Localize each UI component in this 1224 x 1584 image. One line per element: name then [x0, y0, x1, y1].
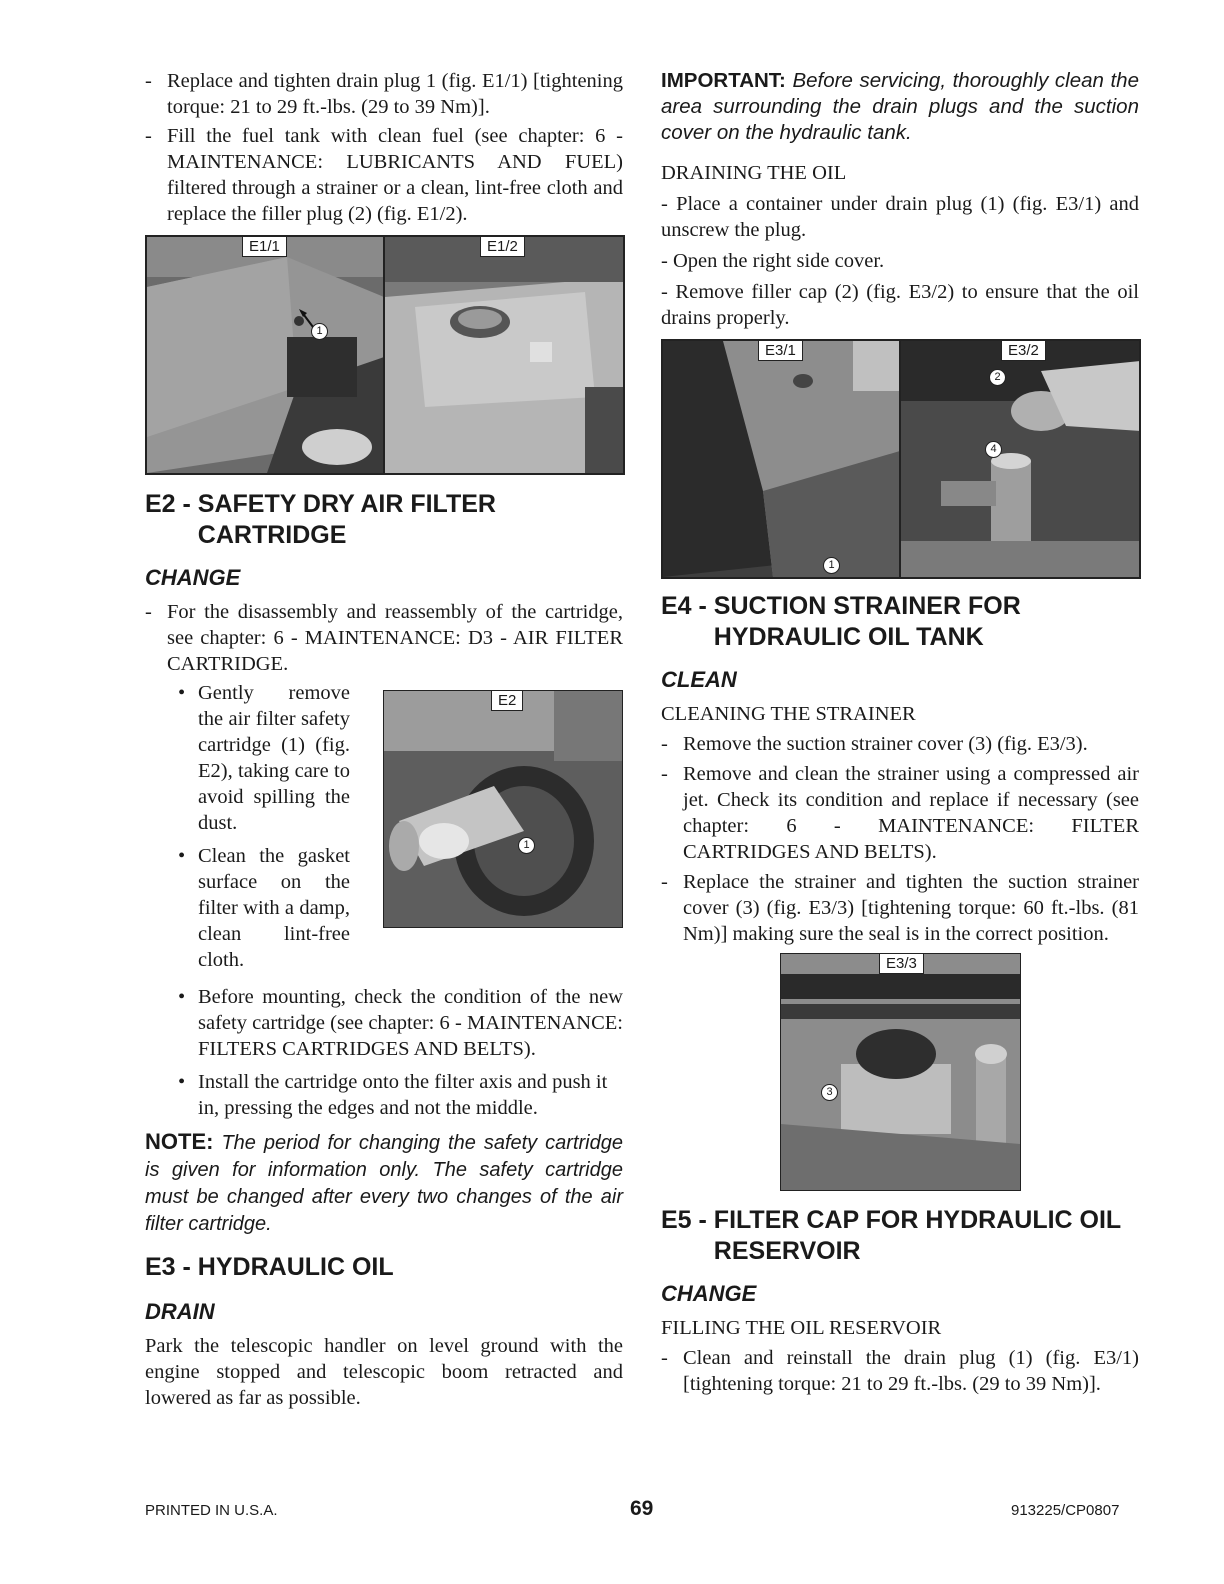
important-label: IMPORTANT: [661, 69, 786, 92]
section-heading-e4 [661, 591, 1139, 653]
list-item: - Place a container under drain plug (1) (fig. E3/1) and unscrew the plug. [661, 193, 1139, 241]
note-paragraph [145, 1128, 623, 1238]
note-text: The period for changing the safety cartridge is given for information only. The safety cartridge must be changed after every two changes of the air filter cartridge. [145, 1132, 623, 1235]
section-subhead: CHANGE [661, 1281, 757, 1306]
e2-side-block [145, 680, 623, 980]
section-number: E3 - [145, 1253, 198, 1281]
callout-number: 2 [989, 369, 1006, 386]
list-item: - Clean and reinstall the drain plug (1) (fig. E3/1) [tightening torque: 21 to 29 ft.-lbs. (29 to 39 Nm)]. [661, 1345, 1139, 1397]
callout-number: 3 [821, 1084, 838, 1101]
section-title: HYDRAULIC OIL [197, 1253, 394, 1281]
photo-fuel-tank-underside [147, 237, 384, 473]
list-item: - Replace and tighten drain plug 1 (fig. E1/1) [tightening torque: 21 to 29 ft.-lbs. (29 to 39 Nm)]. [145, 68, 623, 120]
section-subhead: DRAIN [145, 1299, 215, 1324]
list-item: - Replace the strainer and tighten the suction strainer cover (3) (fig. E3/3) [tightening torque: 60 ft.-lbs. (81 Nm)] making sure the seal is in the correct position. [661, 869, 1139, 947]
section-number: E5 - [661, 1206, 714, 1234]
body-paragraph: Park the telescopic handler on level ground with the engine stopped and telescopic boom retracted and lowered as far as possible. [145, 1335, 623, 1409]
figure-e3-2 [900, 340, 1140, 578]
list-item: - Remove and clean the strainer using a compressed air jet. Check its condition and replace if necessary (see chapter: 6 - MAINTENANCE: FILTER CARTRIDGES AND BELTS). [661, 761, 1139, 865]
figure-e3 [661, 339, 1141, 579]
bullet-item: • Clean the gasket surface on the filter with a damp, clean lint-free cloth. [176, 843, 350, 973]
section-title: SUCTION STRAINER FOR HYDRAULIC OIL TANK [713, 592, 1021, 651]
footer-doc-code: 913225/CP0807 [1011, 1502, 1120, 1519]
page-number: 69 [630, 1497, 654, 1520]
photo-filler-cap [901, 341, 1140, 577]
figure-label: E2 [491, 690, 523, 711]
subsection-head: FILLING THE OIL RESERVOIR [661, 1317, 942, 1339]
figure-label: E3/1 [758, 340, 803, 361]
note-label: NOTE: [145, 1129, 214, 1154]
left-column [145, 68, 623, 1411]
subsection-head: DRAINING THE OIL [661, 162, 847, 184]
figure-label: E3/2 [1001, 340, 1046, 361]
footer-printed: PRINTED IN U.S.A. [145, 1502, 278, 1519]
callout-number: 1 [823, 557, 840, 574]
section-number: E2 - [145, 490, 198, 518]
important-text: Before servicing, thoroughly clean the area surrounding the drain plugs and the suction cover on the hydraulic tank. [661, 69, 1139, 144]
section-number: E4 - [661, 592, 714, 620]
section-subhead: CLEAN [661, 667, 737, 692]
bullet-item: • Install the cartridge onto the filter axis and push it in, pressing the edges and not the middle. [176, 1069, 623, 1121]
section-subhead: CHANGE [145, 565, 241, 590]
photo-suction-strainer [781, 954, 1020, 1190]
photo-fuel-filler [385, 237, 624, 473]
callout-number: 4 [985, 441, 1002, 458]
list-item: - For the disassembly and reassembly of the cartridge, see chapter: 6 - MAINTENANCE: D3 - AIR FILTER CARTRIDGE. [145, 599, 623, 677]
photo-air-filter [384, 691, 622, 927]
photo-hydraulic-tank [663, 341, 900, 577]
list-item: - Fill the fuel tank with clean fuel (see chapter: 6 - MAINTENANCE: LUBRICANTS AND FUEL) filtered through a strainer or a clean, lint-free cloth and replace the filler plug (2) (fig. E1/2). [145, 123, 623, 227]
callout-number: 1 [311, 323, 328, 340]
section-heading-e3 [145, 1252, 623, 1283]
callout-number: 1 [518, 837, 535, 854]
section-heading-e2 [145, 489, 623, 551]
list-item: - Open the right side cover. [661, 250, 885, 272]
important-paragraph [661, 68, 1139, 146]
section-title: FILTER CAP FOR HYDRAULIC OIL RESERVOIR [713, 1206, 1121, 1265]
list-item: - Remove the suction strainer cover (3) (fig. E3/3). [661, 731, 1139, 757]
bullet-item: • Gently remove the air filter safety cartridge (1) (fig. E2), taking care to avoid spilling the dust. [176, 680, 350, 836]
section-heading-e5 [661, 1205, 1139, 1267]
figure-label: E3/3 [879, 953, 924, 974]
figure-e1 [145, 235, 625, 475]
bullet-item: • Before mounting, check the condition of the new safety cartridge (see chapter: 6 - MAINTENANCE: FILTERS CARTRIDGES AND BELTS). [176, 984, 623, 1062]
figure-label: E1/2 [480, 236, 525, 257]
figure-label: E1/1 [242, 236, 287, 257]
figure-e3-3 [780, 953, 1021, 1191]
section-title: SAFETY DRY AIR FILTER CARTRIDGE [197, 490, 496, 549]
right-column [661, 68, 1139, 1401]
figure-e1-1 [146, 236, 384, 474]
list-item: - Remove filler cap (2) (fig. E3/2) to ensure that the oil drains properly. [661, 281, 1139, 329]
figure-e1-2 [384, 236, 624, 474]
subsection-head: CLEANING THE STRAINER [661, 703, 916, 725]
figure-e3-1 [662, 340, 900, 578]
figure-e2 [383, 690, 623, 928]
